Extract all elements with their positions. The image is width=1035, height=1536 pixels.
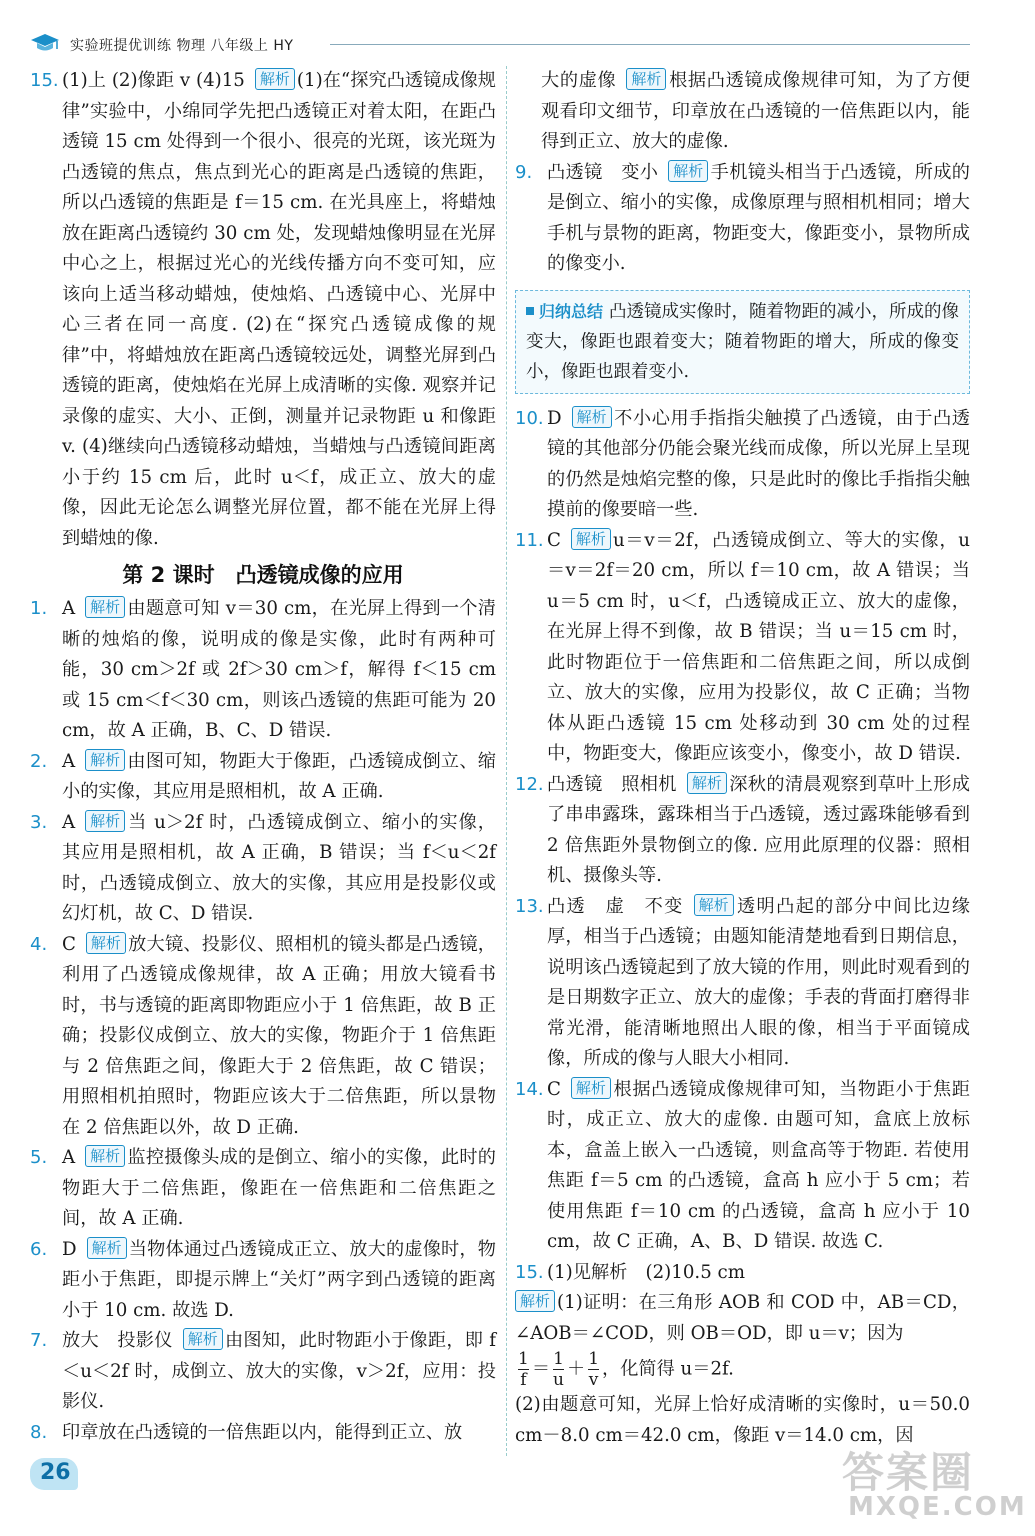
item-answer: (1)见解析 (2)10.5 cm (547, 1261, 745, 1283)
plus-sign: ＋ (566, 1358, 586, 1380)
item-number: 7. (30, 1330, 48, 1351)
fraction-1-over-v (588, 1349, 599, 1390)
watermark-line2: MXQE.COM (848, 1492, 1027, 1522)
answer-item-6 (30, 1235, 496, 1327)
item-answer: A (62, 750, 76, 772)
item-answer: C (547, 1078, 561, 1100)
answer-item-9 (515, 158, 970, 280)
frac-num: 1 (553, 1349, 564, 1369)
item-analysis: 根据凸透镜成像规律可知，为了方便观看印文细节，印章放在凸透镜的一倍焦距以内，能得到正立、放大的虚像. (541, 70, 970, 152)
answer-item-15-analysis (515, 1288, 970, 1349)
part2-content: (2)由题意可知，光屏上恰好成清晰的实像时，u＝50.0 cm－8.0 cm＝42.0 cm，像距 v＝14.0 cm，因 (515, 1394, 970, 1446)
item-analysis: 放大镜、投影仪、照相机的镜头都是凸透镜，利用了凸透镜成像规律，故 A 正确；用放大镜看书时，书与透镜的距离即物距应小于 1 倍焦距，故 B 正确；投影仪成倒立、放大的实像，物距介于 1 倍焦距与 2 倍焦距之间，像距大于 2 倍焦距，故 C 错误；用照相机拍照时，物距应该大于二倍焦距，所以景物在 2 倍焦距以外，故 D 正确. (62, 933, 496, 1138)
analysis-tag: 解析 (571, 1077, 611, 1099)
item-number: 1. (30, 598, 48, 619)
frac-den: f (518, 1369, 529, 1390)
summary-box (515, 290, 970, 394)
frac-den: u (553, 1370, 564, 1390)
item-answer: A (62, 1147, 76, 1168)
page-header (30, 30, 970, 60)
item-analysis: 透明凸起的部分中间比边缘厚，相当于凸透镜；由题知能清楚地看到日期信息，说明该凸透镜起到了放大镜的作用，则此时观看到的是日期数字正立、放大的虚像；手表的背面打磨得非常光滑，能清晰地照出人眼的像，相当于平面镜成像，所成的像与人眼大小相同. (547, 895, 970, 1069)
item-number: 10. (515, 407, 544, 429)
item-answer: 凸透 虚 不变 (547, 895, 684, 917)
answer-item-8 (30, 1418, 496, 1449)
item-answer: 凸透镜 变小 (547, 161, 659, 183)
analysis-tag: 解析 (85, 1145, 125, 1167)
item-number: 4. (30, 933, 48, 955)
item-answer: C (62, 933, 76, 955)
summary-text: 凸透镜成实像时，随着物距的减小，所成的像变大，像距也跟着变大；随着物距的增大，所成的像变小，像距也跟着变小. (526, 301, 960, 382)
analysis-tag: 解析 (668, 160, 708, 182)
answer-item-13 (515, 892, 970, 1075)
answer-item-4 (30, 930, 496, 1144)
frac-num: 1 (588, 1349, 600, 1369)
analysis-tag: 解析 (572, 406, 612, 428)
item-number: 8. (30, 1421, 48, 1443)
item-analysis: 当物体通过凸透镜成正立、放大的虚像时，物距小于焦距，即提示牌上“关灯”两字到凸透镜的距离小于 10 cm. 故选 D. (62, 1238, 496, 1321)
item-analysis: 不小心用手指指尖触摸了凸透镜，由于凸透镜的其他部分仍能会聚光线而成像，所以光屏上呈现的仍然是烛焰完整的像，只是此时的像比手指指尖触摸前的像要暗一些. (547, 407, 970, 520)
equals-sign: ＝ (531, 1358, 551, 1380)
analysis-tag: 解析 (694, 894, 734, 916)
answer-item-5 (30, 1143, 496, 1235)
item-analysis: 监控摄像头成的是倒立、缩小的实像，此时的物距大于二倍焦距，像距在一倍焦距和二倍焦距之间，故 A 正确. (62, 1147, 496, 1229)
item-number: 15. (30, 70, 59, 91)
item-analysis: 由图可知，物距大于像距，凸透镜成倒立、缩小的实像，其应用是照相机，故 A 正确. (62, 750, 496, 802)
item-analysis: (1)在“探究凸透镜成像规律”实验中，小绵同学先把凸透镜正对着太阳，在距凸透镜 15 cm 处得到一个很小、很亮的光斑，该光斑为凸透镜的焦点，焦点到光心的距离是凸透镜的焦距，所以凸透镜的焦距是 f＝15 cm. 在光具座上，将蜡烛放在距离凸透镜约 30 cm 处，发现蜡烛像明显在光屏中心之上，根据过光心的光线传播方向不变可知，应该向上适当移动蜡烛，使烛焰、凸透镜中心、光屏中心三者在同一高度. (2)在“探究凸透镜成像的规律”中，将蜡烛放在距离凸透镜较远处，调整光屏到凸透镜的距离，使烛焰在光屏上成清晰的实像. 观察并记录像的虚实、大小、正倒，测量并记录物距 u 和像距 v. (4)继续向凸透镜移动蜡烛，当蜡烛与凸透镜间距离小于约 15 cm 后，此时 u＜f，成正立、放大的虚像，因此无论怎么调整光屏位置，都不能在光屏上得到蜡烛的像. (62, 70, 496, 549)
analysis-tag: 解析 (687, 772, 727, 794)
page-number-text: 26 (40, 1460, 71, 1485)
item-number: 15. (515, 1261, 544, 1283)
item-answer: (1)上 (2)像距 v (4)15 (62, 70, 245, 91)
proof-text: (1)证明：在三角形 AOB 和 COD 中，AB＝CD，∠AOB＝∠COD，则 OB＝OD，即 u＝v；因为 (515, 1292, 970, 1344)
item-number: 6. (30, 1238, 48, 1260)
answer-item-14 (515, 1075, 970, 1258)
item-analysis: 手机镜头相当于凸透镜，所成的是倒立、缩小的实像，成像原理与照相机相同；增大手机与景物的距离，物距变大，像距变小，景物所成的像变小. (547, 161, 970, 274)
page-number (30, 1458, 80, 1492)
analysis-tag: 解析 (255, 68, 295, 90)
answer-item-7 (30, 1326, 496, 1418)
item-number: 9. (515, 161, 533, 183)
item-answer: C (547, 529, 561, 551)
answer-item-2 (30, 747, 496, 808)
summary-label: 归纳总结 (539, 301, 604, 321)
item-number: 12. (515, 773, 544, 795)
analysis-tag: 解析 (626, 68, 666, 90)
watermark-logo (842, 1440, 1027, 1530)
item-analysis: 当 u＞2f 时，凸透镜成倒立、缩小的实像，其应用是照相机，故 A 正确，B 错误；当 f＜u＜2f 时，凸透镜成倒立、放大的实像，其应用是投影仪或幻灯机，故 C、D 错误. (62, 811, 496, 924)
header-rule (330, 44, 970, 45)
item-analysis: 由图知，此时物距小于像距，即 f＜u＜2f 时，成倒立、放大的实像，v＞2f，应用：投影仪. (62, 1330, 496, 1412)
frac-num: 1 (518, 1349, 529, 1369)
answer-item-3 (30, 808, 496, 930)
answer-item-15 (515, 1258, 970, 1289)
fraction-1-over-u (553, 1349, 564, 1390)
item-answer: D (62, 1238, 77, 1260)
simplify-text: ，化简得 u＝2f. (602, 1358, 734, 1380)
watermark-line1: 答案圈 (842, 1448, 975, 1497)
item-answer: A (62, 598, 76, 619)
analysis-tag: 解析 (87, 1237, 127, 1259)
analysis-tag: 解析 (85, 810, 125, 832)
answer-item-8-cont (515, 66, 970, 158)
item-number: 14. (515, 1078, 544, 1100)
item-number: 5. (30, 1147, 48, 1168)
item-answer: 放大 投影仪 (62, 1330, 173, 1351)
graduation-cap-icon (30, 32, 60, 54)
analysis-tag: 解析 (571, 528, 611, 550)
header-title: 实验班提优训练 物理 八年级上 HY (70, 38, 294, 54)
analysis-tag: 解析 (85, 749, 125, 771)
item-number: 11. (515, 529, 544, 551)
item-number: 3. (30, 811, 48, 833)
answer-item-1 (30, 594, 496, 747)
item-analysis: 深秋的清晨观察到草叶上形成了串串露珠，露珠相当于凸透镜，透过露珠能够看到 2 倍焦距外景物倒立的像. 应用此原理的仪器：照相机、摄像头等. (547, 773, 970, 886)
answer-item-15-top (30, 66, 496, 554)
answer-item-11 (515, 526, 970, 770)
right-column (515, 66, 970, 1451)
item-analysis: 根据凸透镜成像规律可知，当物距小于焦距时，成正立、放大的虚像. 由题可知，盒底上放标本，盒盖上嵌入一凸透镜，则盒高等于物距. 若使用焦距 f＝5 cm 的凸透镜，盒高 h 应小于 5 cm；若使用焦距 f＝10 cm 的凸透镜，盒高 h 应小于 10 cm，故 C 正确，A、B、D 错误. 故选 C. (547, 1078, 970, 1252)
item-answer-text: 印章放在凸透镜的一倍焦距以内，能得到正立、放 (62, 1421, 463, 1443)
item-number: 2. (30, 750, 48, 772)
square-bullet-icon (526, 307, 534, 315)
analysis-tag: 解析 (515, 1290, 555, 1312)
analysis-tag: 解析 (183, 1328, 223, 1350)
analysis-tag: 解析 (85, 596, 125, 618)
section-title: 第 2 课时 凸透镜成像的应用 (122, 563, 404, 587)
item-analysis: 由题意可知 v＝30 cm，在光屏上得到一个清晰的烛焰的像，说明成的像是实像，此时有两种可能，30 cm＞2f 或 2f＞30 cm＞f，解得 f＜15 cm 或 15 cm＜f＜30 cm，则该凸透镜的焦距可能为 20 cm，故 A 正确，B、C、D 错误. (62, 598, 496, 741)
item-answer: 凸透镜 照相机 (547, 773, 677, 795)
analysis-tag: 解析 (86, 932, 126, 954)
answer-item-12 (515, 770, 970, 892)
item-analysis: u＝v＝2f，凸透镜成倒立、等大的实像，u＝v＝2f＝20 cm，所以 f＝10 cm，故 A 错误；当 u＝5 cm 时，u＜f，凸透镜成正立、放大的虚像，在光屏上得不到像，故 B 错误；当 u＝15 cm 时，此时物距位于一倍焦距和二倍焦距之间，所以成倒立、放大的实像，应用为投影仪，故 C 正确；当物体从距凸透镜 15 cm 处移动到 30 cm 处的过程中，物距变大，像距应该变小，像变小，故 D 错误. (547, 529, 970, 764)
item-number: 13. (515, 895, 544, 917)
formula-line (515, 1349, 970, 1390)
answer-item-10 (515, 404, 970, 526)
frac-den: v (588, 1370, 599, 1390)
fraction-1-over-f (518, 1349, 529, 1390)
column-divider (506, 66, 507, 1456)
left-column (30, 66, 496, 1448)
item-answer: D (547, 407, 562, 429)
item-answer: 大的虚像 (541, 70, 617, 91)
item-answer: A (62, 811, 76, 833)
